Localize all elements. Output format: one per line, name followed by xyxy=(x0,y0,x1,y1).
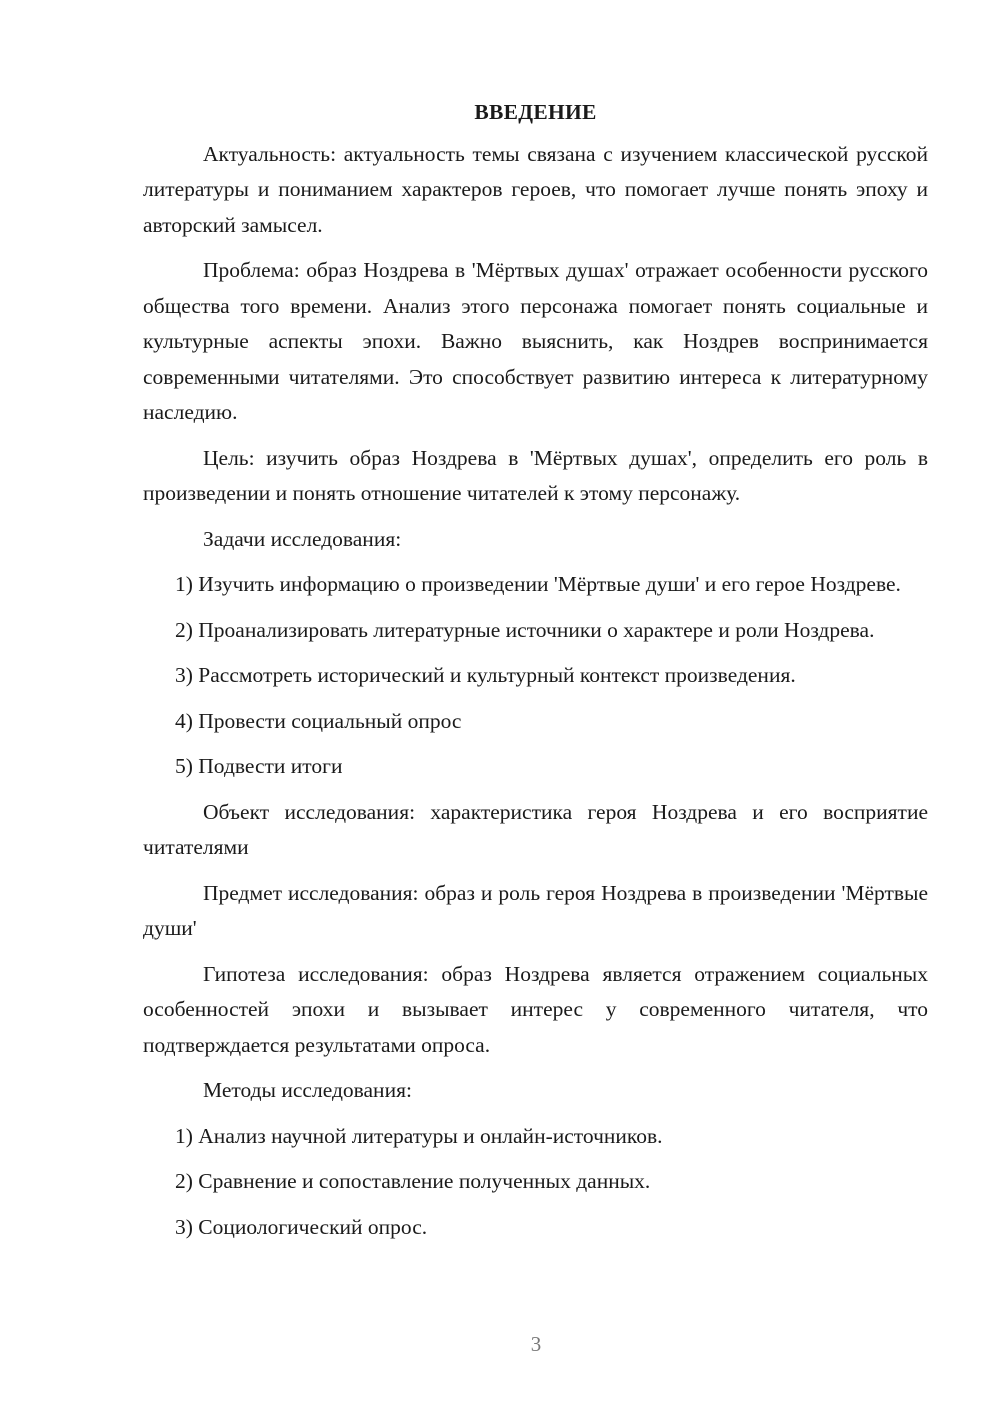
page-number: 3 xyxy=(530,1332,542,1356)
section-title: ВВЕДЕНИЕ xyxy=(474,100,597,124)
hypothesis-paragraph: Гипотеза исследования: образ Ноздрева является отражением социальных особенностей эпохи и вызывает интерес у современного читателя, что подтверждается результатами опроса. xyxy=(143,961,928,1057)
subject-paragraph: Предмет исследования: образ и роль героя Ноздрева в произведении 'Мёртвые души' xyxy=(143,880,928,940)
methods-heading: Методы исследования: xyxy=(203,1078,412,1102)
page-content xyxy=(143,95,928,1255)
tasks-heading: Задачи исследования: xyxy=(203,526,402,551)
method-item-3: 3) Социологический опрос. xyxy=(175,1214,428,1239)
task-item-2: 2) Проанализировать литературные источники о характере и роли Ноздрева. xyxy=(175,617,875,642)
problem-paragraph: Проблема: образ Ноздрева в 'Мёртвых душах' отражает особенности русского общества того времени. Анализ этого персонажа помогает понять социальные и культурные аспекты эпохи. Важно выяснить, как Ноздрев воспринимается современными читателями. Это способствует развитию интереса к литературному наследию. xyxy=(143,258,928,424)
goal-paragraph: Цель: изучить образ Ноздрева в 'Мёртвых душах', определить его роль в произведении и понять отношение читателей к этому персонажу. xyxy=(143,445,928,505)
task-item-4: 4) Провести социальный опрос xyxy=(175,708,462,733)
relevance-paragraph: Актуальность: актуальность темы связана с изучением классической русской литературы и пониманием характеров героев, что помогает лучше понять эпоху и авторский замысел. xyxy=(143,141,928,237)
method-item-1: 1) Анализ научной литературы и онлайн-источников. xyxy=(175,1123,663,1148)
object-paragraph: Объект исследования: характеристика героя Ноздрева и его восприятие читателями xyxy=(143,799,928,859)
task-item-1: 1) Изучить информацию о произведении 'Мёртвые души' и его герое Ноздреве. xyxy=(175,572,901,596)
task-item-5: 5) Подвести итоги xyxy=(175,754,343,778)
task-item-3: 3) Рассмотреть исторический и культурный контекст произведения. xyxy=(175,663,796,687)
method-item-2: 2) Сравнение и сопоставление полученных данных. xyxy=(175,1169,651,1193)
